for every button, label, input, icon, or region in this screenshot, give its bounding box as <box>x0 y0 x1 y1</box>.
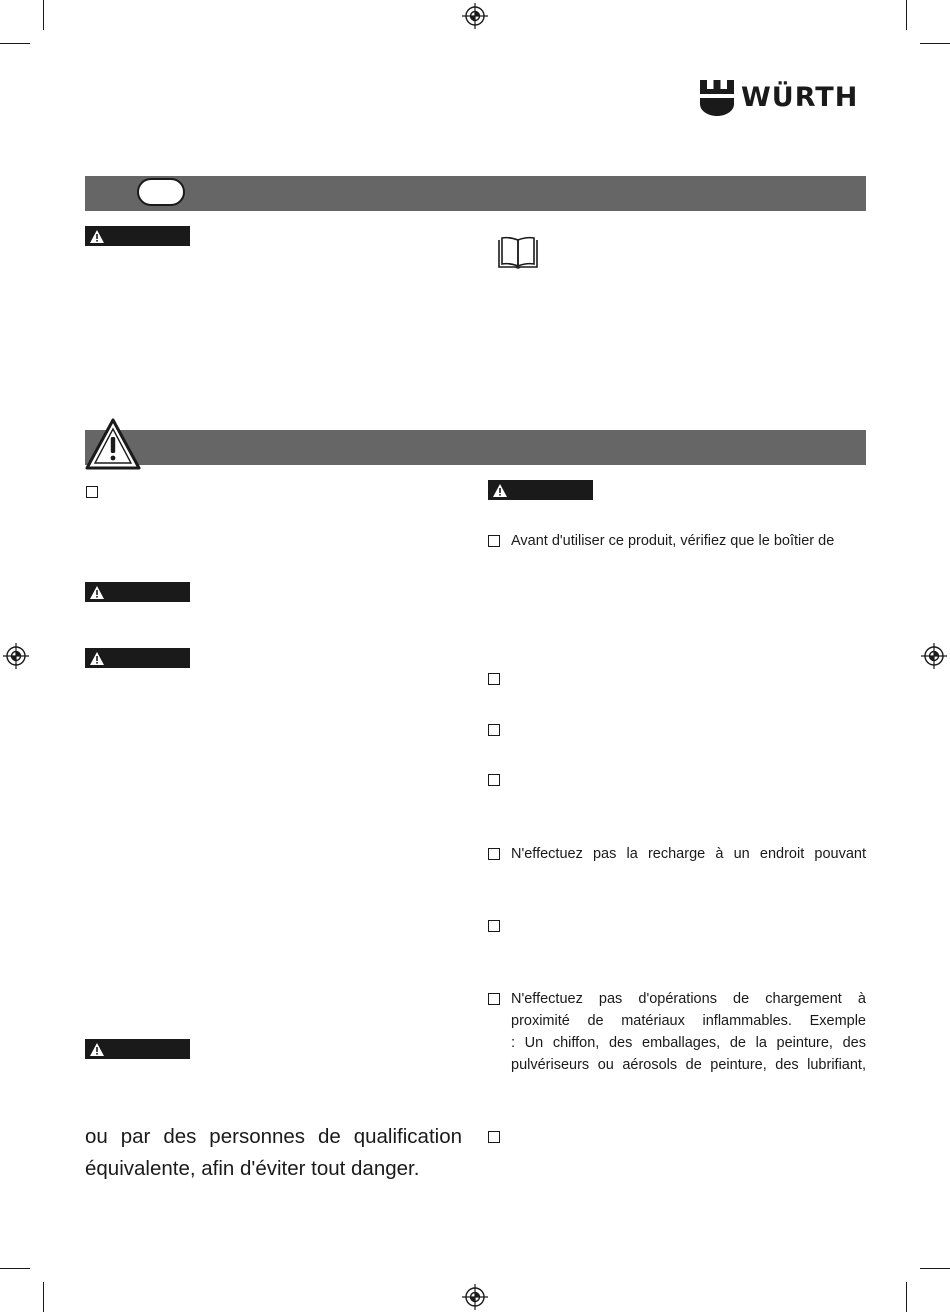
crop-mark <box>0 1268 30 1269</box>
warning-tag <box>488 480 593 500</box>
registration-mark-icon <box>921 643 947 669</box>
safety-instruction-line: : Un chiffon, des emballages, de la peinture, des <box>511 1035 866 1051</box>
warning-triangle-icon <box>492 483 508 498</box>
registration-mark-icon <box>3 643 29 669</box>
safety-instruction-line: pulvériseurs ou aérosols de peinture, des lubrifiant, <box>511 1057 866 1073</box>
safety-instruction-line: proximité de matériaux inflammables. Exemple <box>511 1013 866 1029</box>
warning-tag <box>85 582 190 602</box>
safety-instruction-text: Avant d'utiliser ce produit, vérifiez que le boîtier de <box>511 533 835 549</box>
crop-mark <box>43 0 44 30</box>
checkbox-bullet <box>488 920 500 932</box>
crop-mark <box>906 1282 907 1312</box>
checkbox-bullet <box>488 848 500 860</box>
warning-tag <box>85 1039 190 1059</box>
crop-mark <box>906 0 907 30</box>
checkbox-bullet <box>86 486 98 498</box>
safety-instruction-line: N'effectuez pas d'opérations de chargement à <box>511 991 866 1007</box>
crop-mark <box>920 43 950 44</box>
checkbox-bullet <box>488 774 500 786</box>
open-book-icon <box>496 236 540 270</box>
safety-section-bar <box>85 430 866 465</box>
section-header-bar <box>85 176 866 211</box>
brand-logo <box>700 80 858 116</box>
body-text-line: ou par des personnes de qualification <box>85 1125 462 1148</box>
warning-triangle-icon <box>89 1042 105 1057</box>
crop-mark <box>43 1282 44 1312</box>
checkbox-bullet <box>488 993 500 1005</box>
checkbox-bullet <box>488 724 500 736</box>
wurth-logo-icon <box>700 80 734 116</box>
warning-triangle-icon <box>89 651 105 666</box>
warning-tag <box>85 226 190 246</box>
warning-tag <box>85 648 190 668</box>
checkbox-bullet <box>488 673 500 685</box>
safety-instruction-text: N'effectuez pas la recharge à un endroit pouvant <box>511 846 866 862</box>
warning-triangle-large-icon <box>84 417 142 471</box>
body-text-line: équivalente, afin d'éviter tout danger. <box>85 1157 420 1180</box>
warning-triangle-icon <box>89 585 105 600</box>
crop-mark <box>920 1268 950 1269</box>
registration-mark-icon <box>462 1284 488 1310</box>
brand-name: WÜRTH <box>741 82 859 113</box>
warning-triangle-icon <box>89 229 105 244</box>
checkbox-bullet <box>488 1131 500 1143</box>
registration-mark-icon <box>462 3 488 29</box>
checkbox-bullet <box>488 535 500 547</box>
language-badge <box>137 178 185 206</box>
crop-mark <box>0 43 30 44</box>
